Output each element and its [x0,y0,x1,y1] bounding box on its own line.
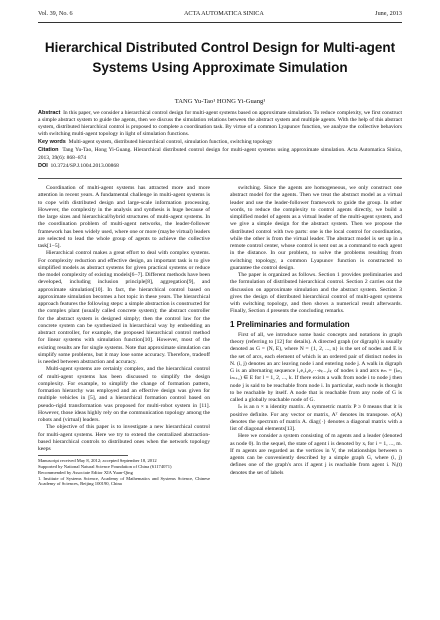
prelim-paragraph-3: Here we consider a system consisting of m agents and a leader (denoted as node 0). In the sequel, the state of agent i is denoted by xᵢ for i = 1, ..., m. If m agents are regarded as the vertices in V, the relationships between n agents can be conveniently described by a simple graph G, where (i, j) defines one of the graph's arcs if agent j is reachable from agent i. Nᵢ(t) denotes the set of labels [230,433,402,476]
running-header [38,10,402,23]
authors: TANG Yu-Tao¹ HONG Yi-Guang¹ [174,98,266,105]
footnote-funding: Supported by National Natural Science Foundation of China (61174071) [38,464,172,470]
intro-paragraph-5: switching. Since the agents are homogeneous, we only construct one abstract model for the agents. Then we treat the abstract model as a virtual leader and use the leader-follower framework to guide the group. In other words, to reduce the complexity to control agents directly, we build a simplified model of agents as a virtual leader of the multi-agent system, and we give a simple design for the abstract system. Then we propose the distributed control with two parts: one is the local control for coordination, while the other is from the virtual leader. The abstract model is set up in a remote control center, whose control is sent out as a command to each agent in the distance. In our problem, to solve the problems resulting from switching topology, a common Lyapunov function is constructed to guarantee the control design. [230,185,402,271]
footnote-received: Manuscript received May 8, 2012; accepted September 18, 2012 [38,458,157,464]
intro-paragraph-3: Multi-agent systems are certainly complex, and the hierarchical control of multi-agent systems has been discussed to simplify the design complexity. For example, to simplify the change of formation pattern, formation hierarchy was employed and an effective design was given for multiple vehicles in [5], and a hierarchical formation control based on pseudo-rigid transformation was proposed for multi-robot system in [11]. However, those ideas highly rely on the communication topology among the robots and (virtual) leaders. [38,366,210,423]
abstract-block [38,110,402,170]
abstract-text: In this paper, we consider a hierarchical control design for multi-agent systems based on approximate simulation. To reduce complexity, we first construct a simple abstract system to guide the agents, then we discuss the simulation relations between the abstract system and multiple agents. With the help of this abstract system, distributed hierarchical control is proposed to complete a coordination task. By virtue of a common Lyapunov function, we analyze the collective behaviors with switching multi-agent topology in light of simulation functions. [38,110,403,138]
keywords-label: Key words [38,139,66,146]
prelim-paragraph-2: Iₙ is an n × n identity matrix. A symmetric matrix P ≥ 0 means that it is positive definite. For any vector or matrix, Aᵀ denotes its transpose. σ(A) denotes the spectrum of matrix A. diag{·} denotes a diagonal matrix with a list of diagonal elements[13]. [230,404,402,432]
abstract-label: Abstract [38,110,61,116]
right-column [230,185,402,477]
doi-text: 10.3724/SP.J.1004.2013.00868 [50,162,119,169]
keywords-text: Multi-agent system, distributed hierarchical control, simulation function, switching topology [68,139,273,146]
left-column [38,185,210,487]
doi-label: DOI [38,162,48,169]
header-volume: Vol. 39, No. 6 [38,10,73,17]
intro-paragraph-2: Hierarchical control makes a great effort to deal with complex systems. For complexity reduction and effective design, an important task is to give simplified models as abstract systems for given practical systems or reduce the model complexity of existing models[6−7]. Different methods have been developed, including inclusion principle[8], aggregation[9], and approximate simulation[10]. In fact, the hierarchical control based on approximate simulation becomes a hot topic in these years. The hierarchical approach features the following steps: a simple abstraction is constructed for the complex plant (usually called concrete system); the abstract controller for the abstract system is designed simply; then the control law for the concrete system can be synthesized in hierarchical way by embedding an abstract controller, for example, the proposed hierarchical control method for linear systems with simulation function[10]. However, most of the existing results are for single systems. Note that approximate simulation can simplify some problems, but it may lose some accuracy. Therefore, tradeoff is needed between abstraction and accuracy. [38,250,210,365]
intro-paragraph-6: The paper is organized as follows. Section 1 provides preliminaries and the formulation of distributed hierarchical control. Section 2 carries out the discussion on approximate simulation and the abstract system. Section 3 gives the design of distributed hierarchical control of multi-agent systems with switching topology, and then shows a numerical result afterwards. Finally, Section 4 presents the concluding remarks. [230,272,402,315]
footnote-divider [38,455,128,456]
section-heading: 1 Preliminaries and formulation [230,319,350,329]
prelim-paragraph-1: First of all, we introduce some basic concepts and notations in graph theory (referring to [12] for details). A directed graph (or digraph) is usually denoted as G = (N, E), where N = {1, 2, ..., n} is the set of nodes and E is the set of arcs, each element of which is an ordered pair of distinct nodes in N. (i, j) denotes an arc leaving node i and entering node j. A walk in digraph G is an alternating sequence i₁e₁i₂e₂···eₖ₋₁iₖ of nodes iₗ and arcs eₘ = (iₘ, iₘ₊₁) ∈ E for l = 1, 2, ..., k. If there exists a walk from node i to node j then node j is said to be reachable from node i. In particular, each node is thought to be reachable by itself. A node that is reachable from any node of G is called a globally reachable node of G. [230,331,402,403]
paper-title: Hierarchical Distributed Control Design for Multi-agent Systems Using Approximate Simulation [44,40,396,75]
abstract-divider [38,178,402,179]
citation-label: Citation [38,147,59,154]
header-date: June, 2013 [375,10,402,17]
footnote-affiliation: 1. Institute of Systems Science, Academy of Mathematics and Systems Science, Chinese Academy of Sciences, Beijing 100190, China [38,475,210,487]
intro-paragraph-4: The objective of this paper is to investigate a new hierarchical control for multi-agent systems. Here we try to extend the centralized abstraction-based hierarchical controls to distributed ones when the network topology keeps [38,424,210,452]
footnote-editor: Recommended by Associate Editor XIA Yuan-Qing [38,469,133,475]
citation-text: Tang Yu-Tao, Hong Yi-Guang. Hierarchical distributed control design for multi-agent systems using approximate simulation. Acta Automatica Sinica, 2013, 39(6): 868−874 [38,147,403,161]
intro-paragraph-1: Coordination of multi-agent systems has attracted more and more attention in recent years. A fundamental challenge in multi-agent systems is to cope with distributed design and large-scale information processing. However, the complexity in the analysis and synthesis is huge because of the large sizes and hierarchical/hybrid structures of multi-agent systems. In the coordination problem of multi-agent networks, the leader-follower framework has been widely used, where one or more (maybe virtual) leaders are selected to lead the whole group of agents to achieve the collective task[1−5]. [38,185,210,249]
header-journal: ACTA AUTOMATICA SINICA [183,10,264,17]
